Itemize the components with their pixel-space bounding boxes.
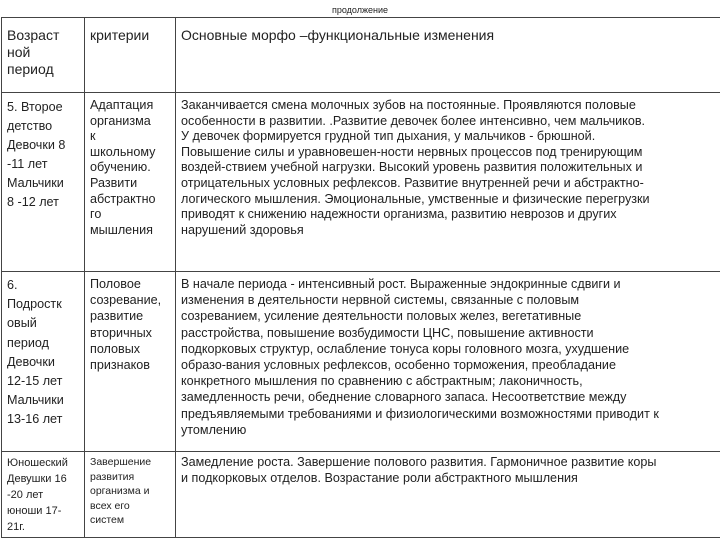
row-period-cell: 5. Второе детство Девочки 8 -11 лет Мальчики 8 -12 лет [2, 93, 85, 272]
row-criteria-cell: Половое созревание, развитие вторичных половых признаков [85, 272, 176, 452]
row-criteria-cell: Адаптация организма к школьному обучению. Развити абстрактно го мышления [85, 93, 176, 272]
row-criteria-cell: Завершение развития организма и всех его систем [85, 452, 176, 538]
table-row [2, 272, 720, 452]
header-age-period: Возраст ной период [2, 18, 85, 93]
table-caption: продолжение [331, 5, 389, 15]
row-period-cell: Юношеский Девушки 16 -20 лет юноши 17- 21г. [2, 452, 85, 538]
row-changes-cell: Заканчивается смена молочных зубов на постоянные. Проявляются половые особенности в развитии. .Развитие девочек более интенсивно, чем мальчиков. У девочек формируется грудной тип дыхания, у мальчиков - брюшной. Повышение силы и уравновешен-ности нервных процессов под тренирующим воздей-ствием учебной нагрузки. Высокий уровень развития положительных и отрицательных условных рефлексов. Развитие внутренней речи и абстрактно- логического мышления. Эмоциональные, умственные и физические перегрузки приводят к снижению надежности организма, развитию неврозов и других нарушений здоровья [176, 93, 720, 272]
table-header-row [2, 18, 720, 93]
development-periods-table [1, 17, 720, 538]
table-row [2, 452, 720, 538]
row-changes-cell: Замедление роста. Завершение полового развития. Гармоничное развитие коры и подкорковых отделов. Возрастание роли абстрактного мышления [176, 452, 720, 538]
table-row [2, 93, 720, 272]
row-period-cell: 6. Подростк овый период Девочки 12-15 лет Мальчики 13-16 лет [2, 272, 85, 452]
header-criteria: критерии [85, 18, 176, 93]
row-changes-cell: В начале периода - интенсивный рост. Выраженные эндокринные сдвиги и изменения в деятельности нервной системы, связанные с половым созреванием, усиление деятельности половых желез, вегетативные расстройства, повышение возбудимости ЦНС, повышение активности подкорковых структур, ослабление тонуса коры головного мозга, ухудшение образо-вания условных рефлексов, особенно торможения, преобладание конкретного мышления по сравнению с абстрактным; лаконичность, замедленность речи, обеднение словарного запаса. Несоответствие между предъявляемыми требованиями и физиологическими возможностями приводит к утомлению [176, 272, 720, 452]
header-changes: Основные морфо –функциональные изменения [176, 18, 720, 93]
